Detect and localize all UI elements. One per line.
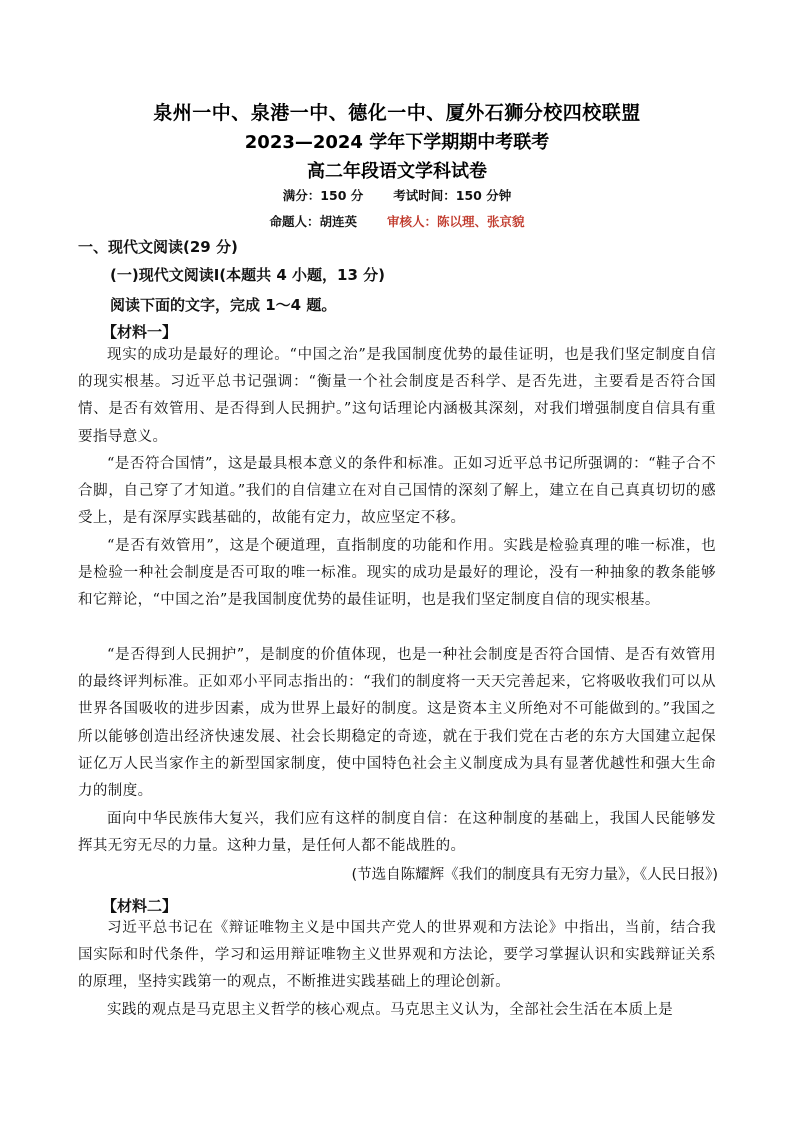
exam-term-title: 2023—2024 学年下学期期中考联考 [244,132,550,153]
material2-paragraph: 实践的观点是马克思主义哲学的核心观点。马克思主义认为，全部社会生活在本质上是 [107,1002,674,1018]
material1-source: (节选自陈耀辉《我们的制度具有无穷力量》，《人民日报》) [351,867,718,883]
exam-time: 考试时间：150 分钟 [393,188,512,203]
paper-title: 高二年段语文学科试卷 [307,161,487,182]
exam-info-line [0,186,794,204]
material1-paragraph: “是否得到人民拥护”，是制度的价值体现，也是一种社会制度是否符合国情、是否有效管用的最终评判标准。正如邓小平同志指出的：“我们的制度将一天天完善起来，它将吸收我们可以从世界各国吸收的进步因素，成为世界上最好的制度。这是资本主义所绝对不可能做到的。”我国之所以能够创造出经济快速发展、社会长期稳定的奇迹，就在于我们党在古老的东方大国建立起保证亿万人民当家作主的新型国家制度，使中国特色社会主义制度成为具有显著优越性和强大生命力的制度。 [78,647,716,800]
material1-paragraph: 面向中华民族伟大复兴，我们应有这样的制度自信：在这种制度的基础上，我国人民能够发挥其无穷无尽的力量。这种力量，是任何人都不能战胜的。 [78,811,716,855]
section-title: 一、现代文阅读(29 分) [78,238,238,256]
material2-paragraph: 习近平总书记在《辩证唯物主义是中国共产党人的世界观和方法论》中指出，当前，结合我国实际和时代条件，学习和运用辩证唯物主义世界观和方法论，要学习掌握认识和实践辩证关系的原理，坚持实践第一的观点，不断推进实践基础上的理论创新。 [78,920,716,991]
full-score: 满分：150 分 [282,188,364,203]
staff-line [0,212,794,230]
subsection-title: (一)现代文阅读Ⅰ(本题共 4 小题，13 分) [110,266,385,284]
material1-paragraph: “是否符合国情”，这是最具根本意义的条件和标准。正如习近平总书记所强调的：“鞋子合不合脚，自己穿了才知道。”我们的自信建立在对自己国情的深刻了解上，建立在自己真真切切的感受上，是有深厚实践基础的，故能有定力，故应坚定不移。 [78,456,716,527]
material1-label: 【材料一】 [102,323,178,341]
material2-label: 【材料二】 [102,897,178,915]
instruction: 阅读下面的文字，完成 1～4 题。 [110,296,337,314]
material1-paragraph: “是否有效管用”，这是个硬道理，直指制度的功能和作用。实践是检验真理的唯一标准，也是检验一种社会制度是否可取的唯一标准。现实的成功是最好的理论，没有一种抽象的教条能够和它辩论，“中国之治”是我国制度优势的最佳证明，也是我们坚定制度自信的现实根基。 [78,538,716,609]
school-alliance-title: 泉州一中、泉港一中、德化一中、厦外石狮分校四校联盟 [153,102,641,124]
material1-paragraph: 现实的成功是最好的理论。“中国之治”是我国制度优势的最佳证明，也是我们坚定制度自信的现实根基。习近平总书记强调：“衡量一个社会制度是否科学、是否先进，主要看是否符合国情、是否有效管用、是否得到人民拥护。”这句话理论内涵极其深刻，对我们增强制度自信具有重要指导意义。 [78,347,716,445]
reviewer: 审核人：陈以理、张京貌 [387,214,525,229]
author: 命题人：胡连英 [269,214,357,229]
